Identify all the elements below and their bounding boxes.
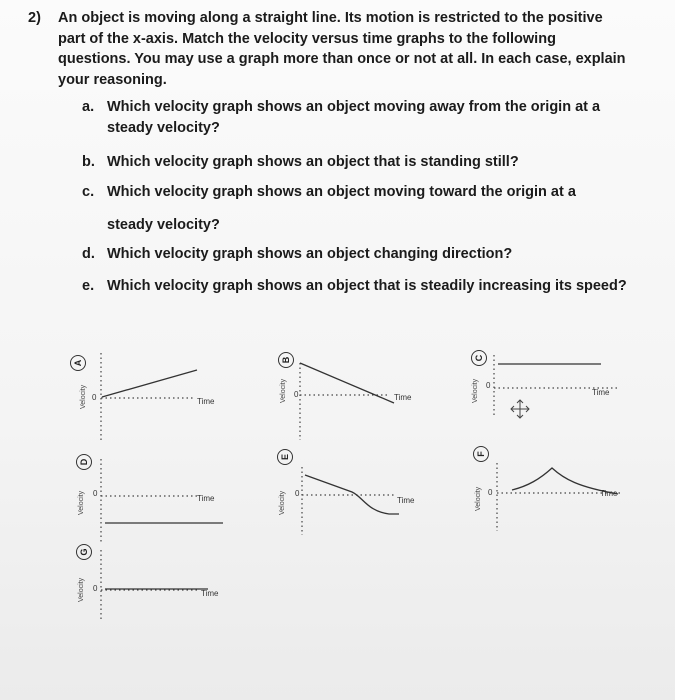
zero-label: 0 (488, 488, 493, 497)
graph-label-c: C (471, 350, 487, 366)
zero-label: 0 (93, 489, 98, 498)
subquestion-letter: d. (82, 246, 95, 262)
graph-label-d: D (76, 454, 92, 470)
graph-d-plot (73, 449, 233, 539)
subquestion-letter: c. (82, 184, 95, 200)
subquestion-text: steady velocity? (107, 217, 220, 233)
velocity-axis-label: Velocity (78, 577, 85, 602)
velocity-curve (102, 370, 197, 397)
time-axis-label: Time (592, 388, 610, 397)
velocity-axis-label: Velocity (280, 378, 287, 403)
graph-g-plot (73, 540, 233, 630)
time-axis-label: Time (197, 397, 215, 406)
velocity-axis-label: Velocity (80, 384, 87, 409)
subquestion-text: Which velocity graph shows an object changing direction? (107, 246, 513, 262)
question-number: 2) (28, 10, 41, 26)
zero-label: 0 (295, 489, 300, 498)
time-axis-label: Time (197, 494, 215, 503)
graph-g (73, 540, 233, 620)
graph-b-plot (276, 345, 436, 435)
graph-d (73, 449, 233, 529)
graph-c (468, 341, 628, 421)
graph-e (277, 445, 437, 525)
graph-label-e: E (277, 449, 293, 465)
subquestion-letter: b. (82, 154, 95, 170)
time-axis-label: Time (394, 393, 412, 402)
velocity-curve (512, 468, 618, 494)
graph-e-plot (277, 445, 437, 535)
graph-a-plot (70, 345, 230, 435)
subquestion-letter: e. (82, 278, 95, 294)
time-axis-label: Time (600, 489, 618, 498)
subquestion-text: Which velocity graph shows an object moving away from the origin at a steady velocity? (107, 99, 601, 136)
graph-f-plot (470, 441, 630, 531)
graph-label-g: G (76, 544, 92, 560)
velocity-curve (300, 363, 394, 403)
zero-label: 0 (294, 390, 299, 399)
question-text: An object is moving along a straight line. Its motion is restricted to the positive part of the x-axis. Match the velocity versus time graphs to the following questions. You may use a graph more than once or not at all. In each case, explain your reasoning. (58, 10, 626, 88)
graph-b (276, 345, 436, 425)
graph-label-a: A (70, 355, 86, 371)
velocity-axis-label: Velocity (279, 490, 286, 515)
graph-label-f: F (473, 446, 489, 462)
graph-c-plot (468, 341, 628, 431)
graph-label-b: B (278, 352, 294, 368)
subquestion-text: Which velocity graph shows an object that is steadily increasing its speed? (107, 278, 627, 294)
graph-f (470, 441, 630, 521)
time-axis-label: Time (201, 589, 219, 598)
graph-a (70, 345, 230, 425)
velocity-axis-label: Velocity (472, 378, 479, 403)
velocity-axis-label: Velocity (78, 490, 85, 515)
subquestion-letter: a. (82, 99, 95, 115)
subquestion-text: Which velocity graph shows an object moving toward the origin at a (107, 184, 576, 200)
velocity-axis-label: Velocity (475, 486, 482, 511)
zero-label: 0 (92, 393, 97, 402)
zero-label: 0 (486, 381, 491, 390)
zero-label: 0 (93, 584, 98, 593)
time-axis-label: Time (397, 496, 415, 505)
subquestion-text: Which velocity graph shows an object that is standing still? (107, 154, 519, 170)
move-cursor-icon (511, 400, 529, 418)
